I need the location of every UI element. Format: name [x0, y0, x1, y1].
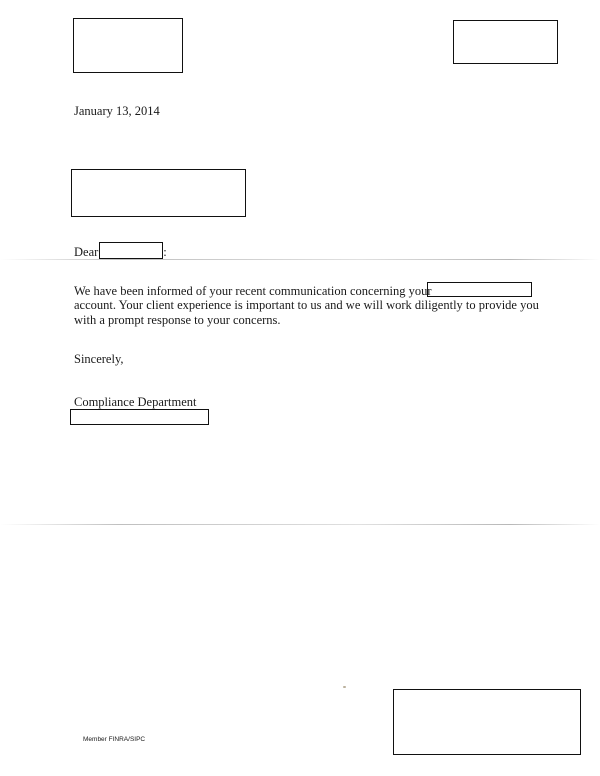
scan-artifact-line-2 — [0, 524, 600, 525]
scan-artifact-line — [0, 259, 600, 260]
scan-speck — [343, 686, 346, 688]
salutation — [74, 242, 167, 260]
salutation-suffix: : — [163, 245, 167, 259]
redacted-signature-box — [70, 409, 209, 425]
letter-date: January 13, 2014 — [74, 104, 160, 118]
redacted-address-box — [71, 169, 246, 217]
redacted-footer-box — [393, 689, 581, 755]
body-line-1 — [74, 284, 432, 299]
body-line-1-text: We have been informed of your recent communication concerning your — [74, 284, 432, 298]
body-line-3: with a prompt response to your concerns. — [74, 313, 281, 327]
body-line-2: account. Your client experience is important to us and we will work diligently to provide you — [74, 298, 539, 312]
redacted-account-name — [427, 282, 532, 297]
redacted-logo-box — [73, 18, 183, 73]
signature: Compliance Department — [74, 395, 197, 409]
footer-member-text: Member FINRA/SIPC — [83, 736, 146, 743]
redacted-recipient-name — [99, 242, 163, 259]
closing: Sincerely, — [74, 352, 124, 366]
redacted-header-box — [453, 20, 558, 64]
salutation-prefix: Dear — [74, 245, 99, 259]
